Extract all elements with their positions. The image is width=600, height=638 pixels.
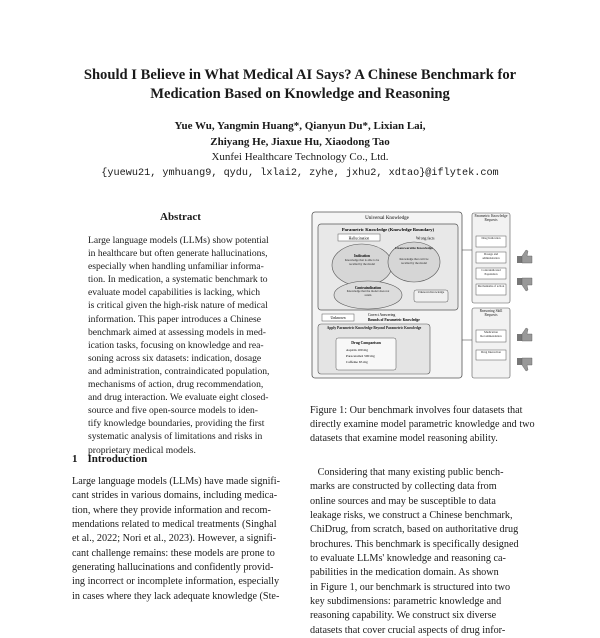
- correct-answer-label: Correct Answering: [368, 313, 396, 317]
- figure-caption: [310, 404, 538, 445]
- paper-title: [40, 66, 560, 104]
- reasoning-requests-title: Reasoning Skill Requests: [479, 309, 503, 318]
- indication-text: Knowledge that is able to be recalled by the model: [344, 258, 380, 266]
- body-line: leakage risks, we construct a Chinese benchmark,: [310, 510, 513, 522]
- abstract-line: and administration, contraindicated population,: [88, 365, 270, 377]
- body-line: brochures. This benchmark is specifically designed: [310, 538, 519, 550]
- abstract-line: information. This paper introduces a Chinese: [88, 313, 262, 325]
- right-column-body: [310, 466, 538, 638]
- intro-line: in cases where they lack adequate knowledge (Ste-: [72, 590, 280, 602]
- section-heading: [72, 453, 147, 465]
- abstract-line: evaluate model capabilities is lacking, which: [88, 287, 261, 299]
- section-number: 1: [72, 453, 78, 465]
- thumbs-up-icon: [517, 328, 532, 341]
- unknown-knowledge-label: Unknown Knowledge: [417, 290, 445, 294]
- intro-line: cant strides in various domains, including medica-: [72, 490, 278, 502]
- wrong-facts-label: Wrong facts: [416, 236, 435, 241]
- body-line: marks are constructed by collecting data from: [310, 481, 497, 493]
- request-item: Mechanisms of action: [477, 284, 505, 288]
- abstract-line: Large language models (LLMs) show potential: [88, 235, 269, 246]
- body-line: to evaluate LLMs' knowledge and reasoning ca-: [310, 553, 506, 565]
- intro-line: Large language models (LLMs) have made signifi-: [72, 476, 281, 487]
- unanswerable-title: Unanswerable Knowledge: [395, 246, 433, 250]
- abstract-line: in healthcare but often generate hallucinations,: [88, 248, 268, 260]
- intro-line: cant challenge remains: these models are prone to: [72, 547, 275, 559]
- body-line: online sources and may be susceptible to data: [310, 495, 496, 507]
- abstract-body: [88, 234, 284, 457]
- body-line: reasoning capability. We construct six diverse: [310, 610, 497, 622]
- email-line: {yuewu21, ymhuang9, qydu, lxlai2, zyhe, jxhu2, xdtao}@iflytek.com: [101, 167, 499, 179]
- drug-comparison-title: Drug Comparison: [351, 341, 381, 345]
- intro-line: ing incorrect or incomplete information, especially: [72, 576, 280, 588]
- thumbs-up-icon: [517, 250, 532, 263]
- abstract-line: soning across six datasets: indication, dosage: [88, 352, 262, 364]
- request-item: Drug Indication: [481, 236, 501, 240]
- drug-item: Paracetamol 500 mg: [346, 354, 375, 358]
- intro-line: generating hallucinations and confidently provid-: [72, 562, 274, 574]
- thumbs-down-icon: [517, 358, 532, 371]
- boundary-note: Bounds of Parametric Knowledge: [368, 318, 420, 322]
- figure-1-diagram: [310, 210, 540, 392]
- abstract-line: ication tasks, focusing on knowledge and rea-: [88, 339, 264, 351]
- drug-item: Aspirin 100 mg: [346, 348, 368, 352]
- caption-line: datasets that examine model reasoning ability.: [310, 432, 498, 444]
- contraindication-title: Contraindication: [354, 286, 382, 290]
- body-line: key subdimensions: parametric knowledge and: [310, 596, 502, 608]
- intro-line: tion, where they provide information and recom-: [72, 504, 271, 516]
- unanswerable-text: Knowledge that can't be recalled by the model: [399, 257, 429, 265]
- abstract-line: proprietary medical models.: [88, 444, 196, 456]
- abstract-line: tion. In medication, a systematic benchmark to: [88, 274, 268, 286]
- hallucination-label: Hallucination: [348, 236, 370, 241]
- beyond-knowledge-label: Apply Parametric Knowledge Beyond Parametric Knowledge: [326, 326, 422, 330]
- contraindication-text: Knowledge that the model does not retain: [346, 289, 390, 297]
- thumbs-down-icon: [517, 278, 532, 291]
- indication-title: Indication: [354, 254, 370, 258]
- parametric-knowledge-label: Parametric Knowledge (Knowledge Boundary): [341, 227, 435, 232]
- body-line: ChiDrug, from scratch, based on authoritative drug: [310, 524, 519, 536]
- abstract-line: source and five open-source models to iden-: [88, 405, 258, 417]
- request-item: Medication Recommendation: [480, 330, 502, 338]
- abstract-line: especially when handling unfamiliar informa-: [88, 261, 264, 273]
- author-line-2: Zhiyang He, Jiaxue Hu, Xiaodong Tao: [210, 135, 390, 148]
- abstract-heading: Abstract: [160, 211, 201, 223]
- section-title: Introduction: [87, 453, 148, 465]
- abstract-line: benchmark aimed at assessing models in med-: [88, 326, 266, 338]
- body-line: datasets that cover crucial aspects of drug infor-: [310, 624, 506, 636]
- caption-line: directly examine model parametric knowledge and two: [310, 418, 535, 430]
- drug-item: Caffeine 65 mg: [346, 360, 368, 364]
- intro-body: [72, 475, 300, 604]
- author-line-1: Yue Wu, Yangmin Huang*, Qianyun Du*, Lixian Lai,: [174, 120, 426, 132]
- abstract-line: systematic analysis of limitations and risks in: [88, 431, 263, 443]
- abstract-line: and drug interaction. We evaluate eight closed-: [88, 392, 269, 404]
- title-line-2: Medication Based on Knowledge and Reasoning: [150, 86, 450, 102]
- parametric-requests-title: Parametric Knowledge Requests: [474, 214, 508, 223]
- request-item: Contraindicated Population: [481, 268, 501, 276]
- abstract-line: mechanisms of action, drug recommendation,: [88, 379, 264, 391]
- intro-line: et al., 2022; Nori et al., 2023). However, a signifi-: [72, 533, 277, 545]
- request-item: Drug Interaction: [481, 350, 501, 354]
- abstract-line: tify knowledge boundaries, providing the first: [88, 418, 265, 430]
- abstract-line: is critical given the high-risk nature of medical: [88, 300, 268, 312]
- unknown-tag-label: Unknown: [330, 316, 346, 321]
- request-item: Dosage and administration: [482, 252, 500, 260]
- intro-line: mendations related to medical treatments (Singhal: [72, 519, 277, 531]
- body-line: pabilities in the medication domain. As shown: [310, 567, 499, 579]
- body-line: in Figure 1, our benchmark is structured into two: [310, 581, 511, 593]
- author-block: [40, 119, 560, 181]
- body-line: Considering that many existing public bench-: [310, 467, 504, 478]
- caption-line: Figure 1: Our benchmark involves four datasets that: [310, 405, 523, 416]
- universal-knowledge-label: Universal Knowledge: [365, 216, 409, 221]
- affiliation: Xunfei Healthcare Technology Co., Ltd.: [211, 151, 389, 163]
- title-line-1: Should I Believe in What Medical AI Says? A Chinese Benchmark for: [83, 67, 517, 83]
